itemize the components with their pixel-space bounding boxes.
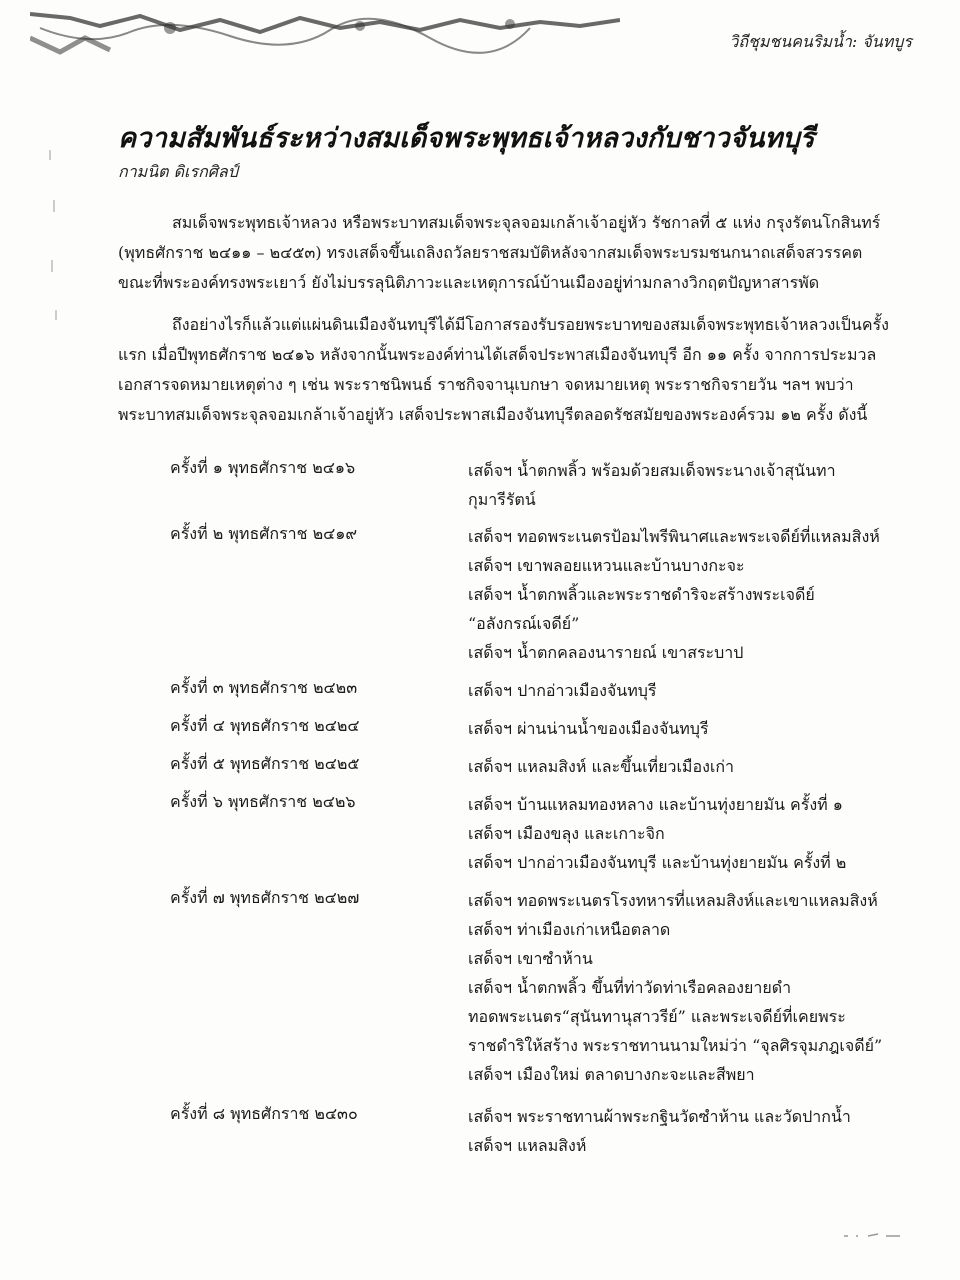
article-title: ความสัมพันธ์ระหว่างสมเด็จพระพุทธเจ้าหลวงกับชาวจันทบุรี — [118, 123, 815, 154]
visit-place: เสด็จฯ เมืองใหม่ ตลาดบางกะจะและสีพยา — [468, 1065, 755, 1084]
visit-place: เสด็จฯ น้ำตกพลิ้ว พร้อมด้วยสมเด็จพระนางเจ้าสุนันทา — [468, 461, 836, 480]
visit-place: กุมารีรัตน์ — [468, 490, 536, 509]
visit-place: เสด็จฯ ผ่านน่านน้ำของเมืองจันทบุรี — [468, 719, 709, 738]
visit-place: เสด็จฯ แหลมสิงห์ และขึ้นเที่ยวเมืองเก่า — [468, 757, 735, 776]
paragraph-line: พระบาทสมเด็จพระจุลจอมเกล้าเจ้าอยู่หัว เสด็จประพาสเมืองจันทบุรีตลอดรัชสมัยของพระองค์รวม ๑๒ ครั้ง ดังนี้ — [118, 405, 868, 424]
visit-place: เสด็จฯ ทอดพระเนตรโรงทหารที่แหลมสิงห์และเขาแหลมสิงห์ — [468, 891, 878, 910]
visit-place: เสด็จฯ พระราชทานผ้าพระกฐินวัดซำห้าน และวัดปากน้ำ — [468, 1107, 851, 1126]
running-head: วิถีชุมชนคนริมน้ำ: จันทบูร — [729, 32, 912, 51]
visit-label: ครั้งที่ ๕ พุทธศักราช ๒๔๒๕ — [170, 754, 360, 773]
paragraph-line: ถึงอย่างไรก็แล้วแต่แผ่นดินเมืองจันทบุรีได้มีโอกาสรองรับรอยพระบาทของสมเด็จพระพุทธเจ้าหลวงเป็นครั้ง — [172, 315, 889, 334]
visit-place: เสด็จฯ ทอดพระเนตรป้อมไพรีพินาศและพระเจดีย์ที่แหลมสิงห์ — [468, 527, 880, 546]
visit-place: เสด็จฯ ท่าเมืองเก่าเหนือตลาด — [468, 920, 671, 939]
visit-label: ครั้งที่ ๘ พุทธศักราช ๒๔๓๐ — [170, 1104, 358, 1123]
visit-place: เสด็จฯ น้ำตกพลิ้ว ขึ้นที่ท่าวัดท่าเรือคลองยายดำ — [468, 978, 792, 997]
visit-label: ครั้งที่ ๗ พุทธศักราช ๒๔๒๗ — [170, 888, 360, 907]
visit-place: ทอดพระเนตร“สุนันทานุสาวรีย์” และพระเจดีย์ที่เคยพระ — [468, 1007, 846, 1026]
paragraph-line: แรก เมื่อปีพุทธศักราช ๒๔๑๖ หลังจากนั้นพระองค์ท่านได้เสด็จประพาสเมืองจันทบุรี อีก ๑๑ ครั้ง จากการประมวล — [118, 345, 877, 364]
visit-places — [468, 886, 908, 1089]
visit-place: “อลังกรณ์เจดีย์” — [468, 614, 580, 633]
visit-place: เสด็จฯ เมืองขลุง และเกาะจิก — [468, 824, 665, 843]
visit-places — [468, 676, 908, 705]
paragraph-line: (พุทธศักราช ๒๔๑๑ – ๒๔๕๓) ทรงเสด็จขึ้นเถลิงถวัลยราชสมบัติหลังจากสมเด็จพระบรมชนกนาถเสด็จสวรรคต — [118, 243, 863, 262]
visit-place: เสด็จฯ บ้านแหลมทองหลาง และบ้านทุ่งยายมัน ครั้งที่ ๑ — [468, 795, 843, 814]
margin-marks — [36, 140, 76, 340]
visit-place: เสด็จฯ ปากอ่าวเมืองจันทบุรี และบ้านทุ่งยายมัน ครั้งที่ ๒ — [468, 853, 847, 872]
visit-label: ครั้งที่ ๓ พุทธศักราช ๒๔๒๓ — [170, 678, 358, 697]
visit-label: ครั้งที่ ๔ พุทธศักราช ๒๔๒๔ — [170, 716, 360, 735]
visit-place: เสด็จฯ เขาซำห้าน — [468, 949, 593, 968]
visit-place: เสด็จฯ น้ำตกพลิ้วและพระราชดำริจะสร้างพระเจดีย์ — [468, 585, 815, 604]
visit-label: ครั้งที่ ๖ พุทธศักราช ๒๔๒๖ — [170, 792, 356, 811]
paragraph-line: ขณะที่พระองค์ทรงพระเยาว์ ยังไม่บรรลุนิติภาวะและเหตุการณ์บ้านเมืองอยู่ท่ามกลางวิกฤตปัญหาสารพัด — [118, 273, 820, 292]
intro-paragraph — [118, 208, 898, 298]
visit-place: เสด็จฯ เขาพลอยแหวนและบ้านบางกะจะ — [468, 556, 745, 575]
header-ornament — [30, 8, 620, 58]
paragraph-line: เอกสารจดหมายเหตุต่าง ๆ เช่น พระราชนิพนธ์ ราชกิจจานุเบกษา จดหมายเหตุ พระราชกิจรายวัน ฯลฯ พบว่า — [118, 375, 854, 394]
visit-places — [468, 790, 908, 877]
visit-label: ครั้งที่ ๒ พุทธศักราช ๒๔๑๙ — [170, 524, 358, 543]
visit-place: เสด็จฯ ปากอ่าวเมืองจันทบุรี — [468, 681, 657, 700]
visit-places — [468, 522, 908, 667]
visit-places — [468, 1102, 908, 1160]
visit-place: เสด็จฯ น้ำตกคลองนารายณ์ เขาสระบาป — [468, 643, 744, 662]
visit-places — [468, 456, 908, 514]
visit-place: เสด็จฯ แหลมสิงห์ — [468, 1136, 587, 1155]
author-name: กามนิต ดิเรกศิลป์ — [118, 162, 238, 181]
visit-places — [468, 752, 908, 781]
second-paragraph — [118, 310, 898, 430]
visit-places — [468, 714, 908, 743]
visit-place: ราชดำริให้สร้าง พระราชทานนามใหม่ว่า “จุลศิรจุมภฎเจดีย์” — [468, 1036, 883, 1055]
page-corner-mark — [842, 1228, 902, 1242]
visit-label: ครั้งที่ ๑ พุทธศักราช ๒๔๑๖ — [170, 458, 356, 477]
paragraph-line: สมเด็จพระพุทธเจ้าหลวง หรือพระบาทสมเด็จพระจุลจอมเกล้าเจ้าอยู่หัว รัชกาลที่ ๕ แห่ง กรุงรัตนโกสินทร์ — [172, 213, 881, 232]
